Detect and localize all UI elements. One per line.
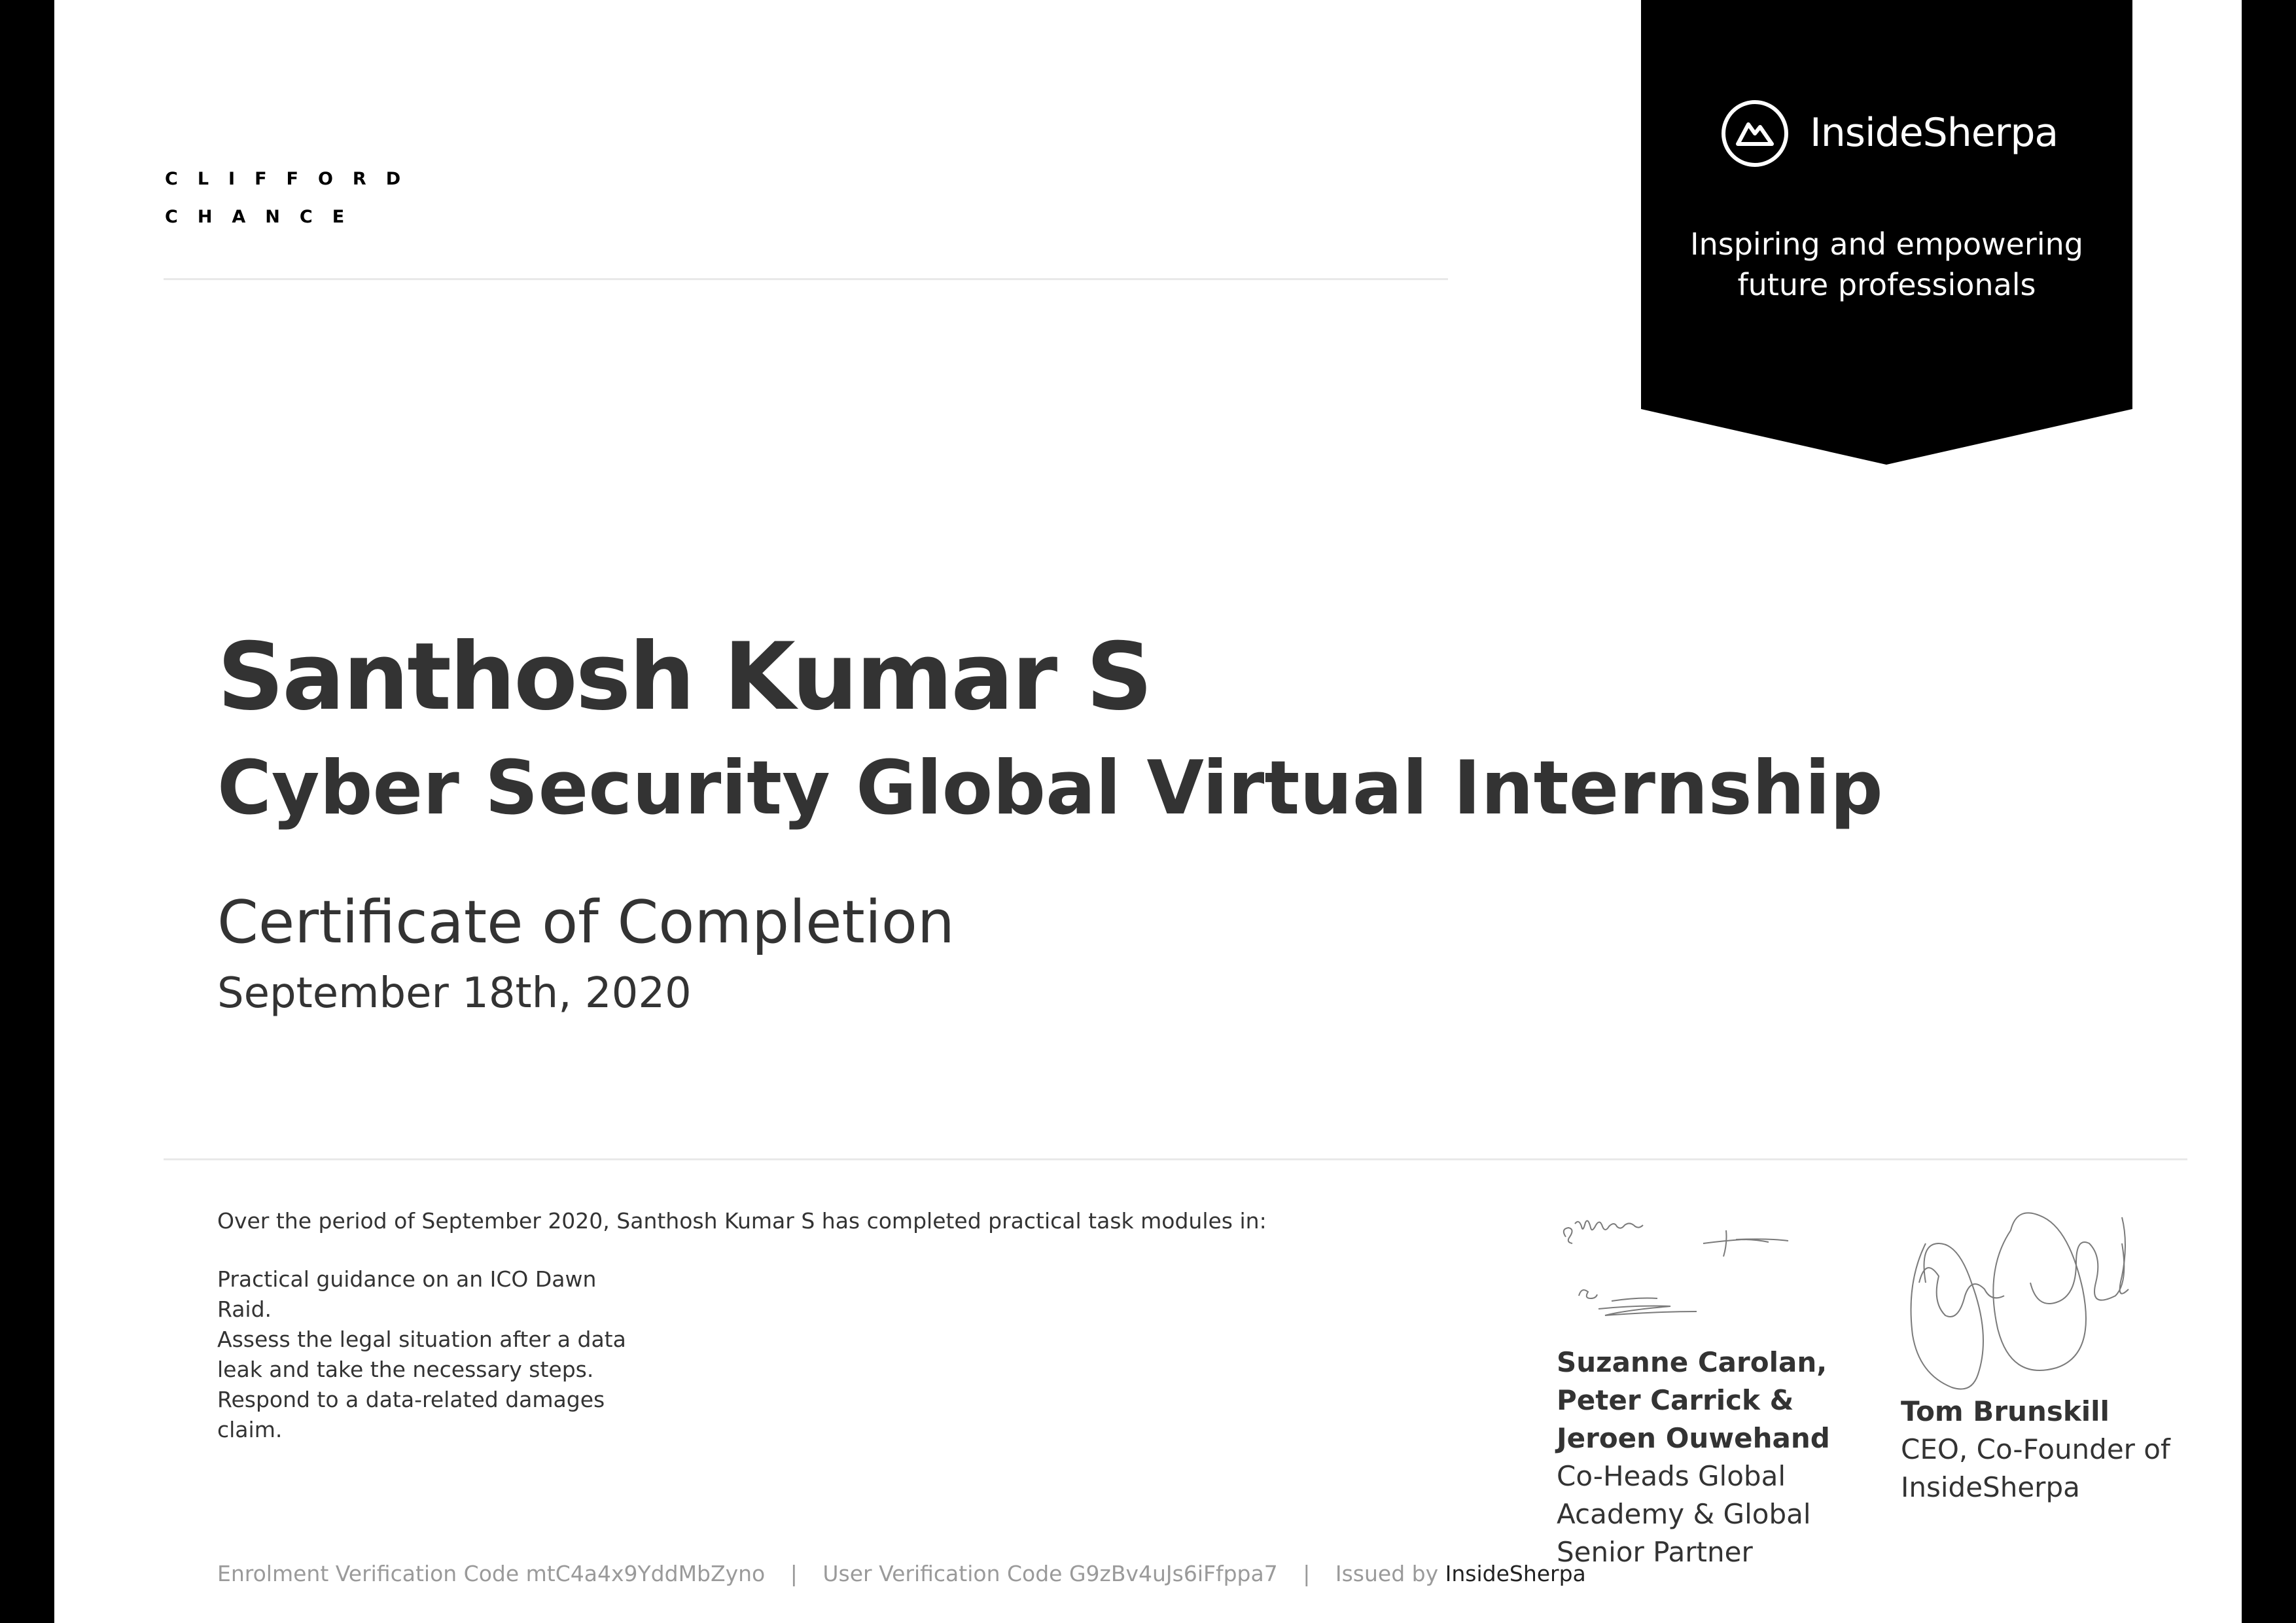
user-code-label: User Verification Code [822,1561,1063,1586]
middle-divider [164,1158,2187,1160]
signatory-role: Co-Heads Global Academy & Global Senior Partner [1557,1460,1811,1568]
issued-by-label: Issued by [1335,1561,1439,1586]
signatory-name: Tom Brunskill [1901,1395,2110,1427]
program-title: Cyber Security Global Virtual Internship [217,745,1883,831]
tagline-line1: Inspiring and empowering [1690,226,2083,262]
footer-separator: | [1303,1561,1311,1586]
verification-footer [217,1561,1586,1586]
user-code: G9zBv4uJs6iFfppa7 [1069,1561,1278,1586]
signatory-ceo [1901,1393,2189,1507]
signatory-role: CEO, Co-Founder of InsideSherpa [1901,1433,2170,1503]
module-item: Respond to a data-related damages claim. [217,1387,605,1442]
module-item: Practical guidance on an ICO Dawn Raid. [217,1266,597,1322]
signatory-name: Suzanne Carolan, Peter Carrick & Jeroen Ouwehand [1557,1346,1830,1454]
module-item: Assess the legal situation after a data leak and take the necessary steps. [217,1327,626,1382]
signature-image-ceo [1899,1204,2148,1394]
enrolment-code: mtC4a4x9YddMbZyno [525,1561,766,1586]
partner-logo [165,160,420,236]
completion-summary: Over the period of September 2020, Santhosh Kumar S has completed practical task modules in: [217,1208,1267,1234]
signatory-coheads [1557,1344,1845,1571]
tagline-line2: future professionals [1737,267,2036,302]
certificate-date: September 18th, 2020 [217,969,692,1018]
partner-logo-line1: CLIFFORD [165,169,421,189]
certificate-type: Certificate of Completion [217,888,955,957]
footer-separator: | [790,1561,798,1586]
mountain-circle-icon [1720,98,1790,169]
brand-name: InsideSherpa [1810,110,2058,156]
issuer-name: InsideSherpa [1445,1561,1586,1586]
signature-image-coheads [1553,1211,1814,1329]
partner-logo-line2: CHANCE [165,207,364,227]
recipient-name: Santhosh Kumar S [217,623,1151,731]
enrolment-code-label: Enrolment Verification Code [217,1561,520,1586]
module-list [217,1264,649,1445]
top-divider [164,278,1448,280]
brand-tagline [1641,224,2132,305]
